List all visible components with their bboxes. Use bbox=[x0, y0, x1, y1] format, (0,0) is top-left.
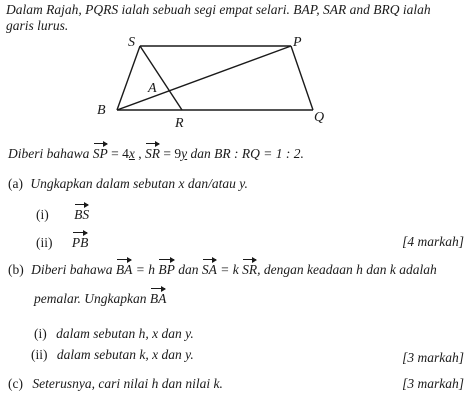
vector-sp: SP bbox=[93, 140, 108, 162]
part-a-item-2 bbox=[36, 229, 88, 251]
parallelogram-diagram bbox=[0, 0, 474, 140]
line-bap bbox=[117, 46, 291, 110]
part-a-item-1-num: (i) bbox=[36, 207, 49, 222]
part-b-eq-h: = h bbox=[132, 262, 159, 277]
vector-pb: PB bbox=[72, 229, 89, 251]
part-c-text: Seterusnya, cari nilai h dan nilai k. bbox=[32, 376, 223, 391]
intro-line-2: garis lurus. bbox=[6, 18, 69, 33]
part-c-question bbox=[8, 376, 223, 392]
line-sar bbox=[140, 46, 182, 110]
part-b-rest: , dengan keadaan h dan k adalah bbox=[257, 262, 437, 277]
given-prefix: Diberi bahawa bbox=[8, 146, 90, 161]
label-q: Q bbox=[314, 110, 325, 125]
part-b-line-2 bbox=[34, 285, 166, 307]
part-b-item-1-num: (i) bbox=[34, 326, 47, 341]
given-ratio: dan BR : RQ = 1 : 2. bbox=[187, 146, 304, 161]
vector-ba-2: BA bbox=[150, 285, 167, 307]
part-b-question bbox=[8, 256, 437, 278]
part-c-label: (c) bbox=[8, 376, 23, 391]
side-sb bbox=[117, 46, 140, 110]
given-sp-eq: = 4 bbox=[107, 146, 129, 161]
part-b-item-2-num: (ii) bbox=[31, 347, 48, 362]
label-s: S bbox=[128, 35, 135, 50]
part-b-t1: Diberi bahawa bbox=[31, 262, 113, 277]
part-b-eq-k: = k bbox=[216, 262, 243, 277]
vector-sr: SR bbox=[145, 140, 160, 162]
given-line bbox=[8, 140, 304, 162]
label-a: A bbox=[148, 81, 157, 96]
part-b-marks: [3 markah] bbox=[402, 350, 464, 365]
vector-sa: SA bbox=[202, 256, 217, 278]
side-pq bbox=[291, 46, 313, 110]
vector-y: y bbox=[181, 146, 188, 161]
part-b-item-2-text: dalam sebutan k, x dan y. bbox=[56, 347, 194, 362]
part-b-line-2-text: pemalar. Ungkapkan bbox=[34, 291, 147, 306]
part-a-question bbox=[8, 176, 248, 192]
part-a-marks: [4 markah] bbox=[402, 234, 464, 249]
part-a-label: (a) bbox=[8, 176, 23, 191]
label-r: R bbox=[175, 116, 184, 131]
intro-line-1: Dalam Rajah, PQRS ialah sebuah segi empat selari. BAP, SAR and BRQ ialah bbox=[6, 2, 431, 17]
part-b-label: (b) bbox=[8, 262, 24, 277]
part-b-dan: dan bbox=[174, 262, 202, 277]
part-b-item-1-text: dalam sebutan h, x dan y. bbox=[56, 326, 194, 341]
label-b: B bbox=[97, 103, 106, 118]
given-comma: , bbox=[134, 146, 142, 161]
part-c-marks: [3 markah] bbox=[402, 376, 464, 391]
vector-ba: BA bbox=[116, 256, 133, 278]
vector-sr-b: SR bbox=[242, 256, 257, 278]
part-a-text: Ungkapkan dalam sebutan x dan/atau y. bbox=[30, 176, 248, 191]
vector-bp: BP bbox=[158, 256, 175, 278]
vector-bs: BS bbox=[74, 201, 89, 223]
part-a-item-1 bbox=[36, 201, 89, 223]
part-a-item-2-num: (ii) bbox=[36, 235, 53, 250]
given-sr-eq: = 9 bbox=[160, 146, 182, 161]
part-b-item-1 bbox=[34, 326, 194, 342]
part-b-item-2 bbox=[31, 347, 194, 363]
label-p: P bbox=[293, 35, 302, 50]
vector-x: x bbox=[128, 146, 135, 161]
